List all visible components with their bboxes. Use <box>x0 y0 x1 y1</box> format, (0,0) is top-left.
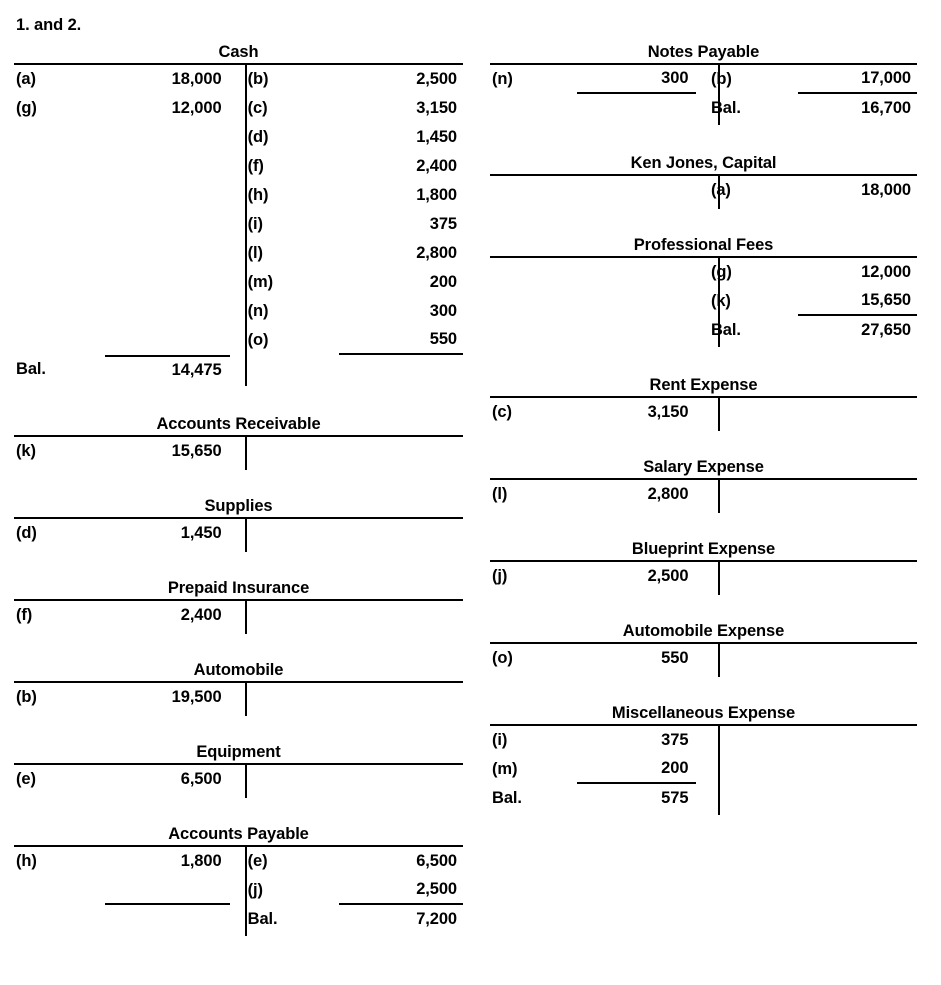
credit-amount: 550 <box>339 326 463 355</box>
account-row <box>490 287 917 316</box>
account-gap <box>490 509 941 538</box>
account-title: Salary Expense <box>643 458 764 476</box>
debit-ref: (o) <box>492 649 513 667</box>
debit-amount: 200 <box>577 755 696 784</box>
debit-amount <box>105 210 229 239</box>
account-row <box>490 755 917 784</box>
account-row <box>14 239 463 268</box>
account-rows <box>490 644 917 673</box>
debit-amount <box>577 316 696 345</box>
debit-ref: (k) <box>16 442 36 460</box>
account-row <box>490 562 917 591</box>
debit-ref: (m) <box>492 760 518 778</box>
credit-ref <box>711 480 798 509</box>
divider-spacer <box>230 905 248 934</box>
credit-amount: 2,500 <box>416 70 457 88</box>
account-row <box>14 847 463 876</box>
debit-amount: 300 <box>577 65 696 94</box>
debit-ref: Bal. <box>492 789 522 807</box>
account-gap <box>490 591 941 620</box>
divider-spacer <box>230 94 248 123</box>
account-body <box>14 517 463 548</box>
account-rows <box>14 847 463 934</box>
debit-ref <box>14 876 105 905</box>
account-body <box>14 63 463 384</box>
divider-spacer <box>230 519 248 548</box>
debit-ref: (a) <box>16 70 36 88</box>
account-rows <box>490 480 917 509</box>
debit-ref: (c) <box>492 403 512 421</box>
left-column <box>0 41 480 934</box>
credit-amount: 1,450 <box>416 128 457 146</box>
divider-spacer <box>230 847 248 876</box>
account-title: Prepaid Insurance <box>167 579 310 597</box>
account-gap <box>14 466 480 495</box>
credit-amount: 18,000 <box>861 181 911 199</box>
credit-ref <box>711 562 798 591</box>
account-body <box>14 681 463 712</box>
account-body <box>490 724 917 813</box>
credit-amount: 300 <box>429 302 457 320</box>
credit-amount: 375 <box>429 215 457 233</box>
credit-amount <box>798 480 917 509</box>
account-body <box>490 478 917 509</box>
accounts-receivable-account <box>14 413 480 466</box>
account-title: Professional Fees <box>633 236 774 254</box>
debit-ref <box>490 287 577 316</box>
divider-spacer <box>696 784 711 813</box>
account-row <box>14 94 463 123</box>
credit-ref <box>711 398 798 427</box>
debit-amount: 15,650 <box>171 442 222 460</box>
debit-amount <box>577 94 696 123</box>
divider-spacer <box>230 326 248 355</box>
debit-ref: (d) <box>16 524 37 542</box>
debit-amount: 375 <box>661 731 689 749</box>
account-row <box>490 65 917 94</box>
divider-spacer <box>230 268 248 297</box>
debit-amount <box>105 326 229 355</box>
automobile-expense-account <box>490 620 941 673</box>
debit-amount <box>577 176 696 205</box>
account-body <box>14 599 463 630</box>
account-row <box>14 65 463 94</box>
credit-amount <box>339 355 463 384</box>
rent-expense-account <box>490 374 941 427</box>
account-row <box>14 181 463 210</box>
account-row <box>14 905 463 934</box>
account-row <box>14 683 463 712</box>
account-rows <box>14 765 463 794</box>
divider-spacer <box>230 210 248 239</box>
credit-amount <box>798 562 917 591</box>
credit-ref: (f) <box>247 157 264 175</box>
divider-spacer <box>696 258 711 287</box>
account-title: Ken Jones, Capital <box>630 154 777 172</box>
account-row <box>14 268 463 297</box>
debit-amount: 12,000 <box>171 99 222 117</box>
debit-ref: (i) <box>492 731 508 749</box>
notes-payable-account <box>490 41 941 123</box>
divider-spacer <box>696 562 711 591</box>
debit-ref <box>14 123 105 152</box>
credit-amount <box>798 644 917 673</box>
automobile-account <box>14 659 480 712</box>
credit-amount: 3,150 <box>416 99 457 117</box>
credit-ref <box>248 683 339 712</box>
account-row <box>14 297 463 326</box>
divider-spacer <box>696 726 711 755</box>
credit-ref: (m) <box>247 273 273 291</box>
debit-ref <box>14 905 105 934</box>
account-title: Supplies <box>204 497 273 515</box>
account-body <box>490 642 917 673</box>
blueprint-expense-account <box>490 538 941 591</box>
account-row <box>490 258 917 287</box>
debit-amount: 14,475 <box>105 355 229 384</box>
divider-spacer <box>230 765 248 794</box>
divider-spacer <box>696 65 711 94</box>
debit-ref: (n) <box>492 70 513 88</box>
debit-amount <box>577 258 696 287</box>
equipment-account <box>14 741 480 794</box>
debit-ref: Bal. <box>16 360 46 378</box>
debit-ref <box>14 297 105 326</box>
credit-amount <box>339 765 463 794</box>
debit-amount <box>105 297 229 326</box>
account-gap <box>14 712 480 741</box>
account-gap <box>14 384 480 413</box>
account-body <box>490 396 917 427</box>
account-row <box>14 326 463 355</box>
credit-ref <box>248 601 339 630</box>
account-body <box>14 435 463 466</box>
debit-ref <box>490 316 577 345</box>
divider-spacer <box>696 94 711 123</box>
credit-ref <box>248 519 339 548</box>
debit-ref: (e) <box>16 770 36 788</box>
credit-ref: (d) <box>247 128 269 146</box>
account-body <box>14 845 463 934</box>
divider-spacer <box>230 181 248 210</box>
account-title: Notes Payable <box>647 43 760 61</box>
debit-ref <box>14 181 105 210</box>
credit-amount: 2,800 <box>416 244 457 262</box>
credit-amount: 6,500 <box>416 852 457 870</box>
credit-amount: 1,800 <box>416 186 457 204</box>
credit-amount: 200 <box>429 273 457 291</box>
account-gap <box>490 673 941 702</box>
debit-ref <box>14 152 105 181</box>
account-row <box>490 316 917 345</box>
credit-ref: Bal. <box>710 99 741 117</box>
credit-ref: (j) <box>247 881 263 899</box>
debit-ref: (l) <box>492 485 508 503</box>
credit-amount: 16,700 <box>861 99 911 117</box>
debit-amount <box>105 181 229 210</box>
divider-spacer <box>230 437 248 466</box>
debit-amount: 550 <box>661 649 689 667</box>
credit-amount: 15,650 <box>798 287 917 316</box>
account-title: Automobile <box>193 661 284 679</box>
credit-ref <box>711 755 798 784</box>
page-title: 1. and 2. <box>16 16 82 34</box>
credit-amount: 2,400 <box>416 157 457 175</box>
cash-account <box>14 41 480 384</box>
account-body <box>490 560 917 591</box>
divider-spacer <box>230 683 248 712</box>
credit-ref <box>248 765 339 794</box>
account-title: Accounts Receivable <box>156 415 321 433</box>
credit-ref <box>711 784 798 813</box>
account-row <box>14 601 463 630</box>
account-rows <box>14 601 463 630</box>
account-row <box>14 876 463 905</box>
divider-spacer <box>230 297 248 326</box>
debit-amount: 3,150 <box>647 403 689 421</box>
divider-spacer <box>230 152 248 181</box>
debit-ref <box>14 210 105 239</box>
divider-spacer <box>696 316 711 345</box>
account-gap <box>490 205 941 234</box>
credit-amount <box>339 601 463 630</box>
credit-amount: 12,000 <box>861 263 911 281</box>
credit-amount <box>339 437 463 466</box>
supplies-account <box>14 495 480 548</box>
debit-ref <box>14 326 105 355</box>
account-row <box>14 152 463 181</box>
divider-spacer <box>696 398 711 427</box>
account-rows <box>490 65 917 123</box>
account-gap <box>14 794 480 823</box>
credit-ref: (b) <box>247 70 269 88</box>
divider-spacer <box>230 876 248 905</box>
debit-amount: 1,800 <box>180 852 222 870</box>
credit-ref: (n) <box>247 302 269 320</box>
account-row <box>490 784 917 813</box>
debit-amount: 575 <box>661 789 689 807</box>
divider-spacer <box>696 480 711 509</box>
debit-amount: 1,450 <box>180 524 222 542</box>
divider-spacer <box>696 176 711 205</box>
account-title: Automobile Expense <box>622 622 785 640</box>
debit-amount <box>105 268 229 297</box>
credit-ref: (e) <box>247 852 268 870</box>
account-gap <box>14 630 480 659</box>
right-column <box>480 41 941 813</box>
credit-ref: (a) <box>710 181 731 199</box>
account-rows <box>14 437 463 466</box>
debit-amount <box>577 287 696 316</box>
account-rows <box>14 65 463 384</box>
credit-amount <box>798 784 917 813</box>
credit-ref: (k) <box>710 292 731 310</box>
salary-expense-account <box>490 456 941 509</box>
divider-spacer <box>696 755 711 784</box>
credit-ref: Bal. <box>710 321 741 339</box>
account-rows <box>490 398 917 427</box>
debit-ref: (g) <box>16 99 37 117</box>
account-row <box>14 519 463 548</box>
credit-amount <box>798 398 917 427</box>
credit-ref: (l) <box>247 244 263 262</box>
credit-amount <box>798 755 917 784</box>
account-title: Equipment <box>196 743 281 761</box>
credit-ref <box>711 726 798 755</box>
account-gap <box>14 548 480 577</box>
account-title: Cash <box>218 43 259 61</box>
account-row <box>490 726 917 755</box>
debit-ref <box>490 258 577 287</box>
debit-amount <box>105 152 229 181</box>
account-row <box>14 765 463 794</box>
divider-spacer <box>230 239 248 268</box>
debit-ref: (f) <box>16 606 33 624</box>
account-row <box>490 94 917 123</box>
debit-amount: 18,000 <box>171 70 222 88</box>
credit-ref: (g) <box>710 263 732 281</box>
debit-ref: (b) <box>16 688 37 706</box>
credit-amount <box>339 683 463 712</box>
account-title: Miscellaneous Expense <box>611 704 796 722</box>
divider-spacer <box>230 65 248 94</box>
divider-spacer <box>230 355 248 384</box>
credit-amount <box>798 726 917 755</box>
debit-amount: 6,500 <box>180 770 222 788</box>
account-row <box>490 176 917 205</box>
debit-amount <box>105 123 229 152</box>
credit-ref <box>248 355 339 384</box>
divider-spacer <box>230 601 248 630</box>
credit-ref: (b) <box>710 70 732 88</box>
account-body <box>490 63 917 123</box>
account-rows <box>490 258 917 345</box>
account-rows <box>490 562 917 591</box>
account-rows <box>490 726 917 813</box>
credit-amount: 2,500 <box>339 876 463 905</box>
debit-ref: (h) <box>16 852 37 870</box>
professional-fees-account <box>490 234 941 345</box>
taccount-columns <box>0 41 941 934</box>
account-row <box>14 123 463 152</box>
debit-ref <box>490 176 577 205</box>
account-gap <box>490 345 941 374</box>
debit-ref: (j) <box>492 567 508 585</box>
credit-ref: (i) <box>247 215 263 233</box>
account-rows <box>14 519 463 548</box>
divider-spacer <box>696 287 711 316</box>
accounts-payable-account <box>14 823 480 934</box>
account-rows <box>490 176 917 205</box>
debit-amount <box>105 239 229 268</box>
debit-amount <box>105 905 229 934</box>
account-row <box>490 480 917 509</box>
account-title: Blueprint Expense <box>631 540 776 558</box>
account-body <box>14 763 463 794</box>
divider-spacer <box>230 123 248 152</box>
account-body <box>490 256 917 345</box>
account-gap <box>490 123 941 152</box>
credit-amount: 17,000 <box>798 65 917 94</box>
account-title: Rent Expense <box>649 376 758 394</box>
credit-ref <box>711 644 798 673</box>
account-rows <box>14 683 463 712</box>
account-body <box>490 174 917 205</box>
credit-ref: (c) <box>247 99 268 117</box>
divider-spacer <box>696 644 711 673</box>
account-title: Accounts Payable <box>168 825 309 843</box>
ken-jones-capital-account <box>490 152 941 205</box>
credit-amount: 27,650 <box>861 321 911 339</box>
account-row <box>14 437 463 466</box>
debit-ref <box>490 94 577 123</box>
debit-amount: 19,500 <box>171 688 222 706</box>
debit-ref <box>14 239 105 268</box>
debit-amount: 2,400 <box>180 606 222 624</box>
debit-amount: 2,800 <box>647 485 689 503</box>
account-row <box>14 355 463 384</box>
account-row <box>14 210 463 239</box>
debit-amount <box>105 876 229 905</box>
prepaid-insurance-account <box>14 577 480 630</box>
credit-ref: Bal. <box>247 910 278 928</box>
debit-ref <box>14 268 105 297</box>
account-gap <box>490 427 941 456</box>
account-row <box>490 644 917 673</box>
credit-amount: 7,200 <box>416 910 457 928</box>
account-row <box>490 398 917 427</box>
credit-ref: (h) <box>247 186 269 204</box>
credit-ref: (o) <box>247 331 269 349</box>
miscellaneous-expense-account <box>490 702 941 813</box>
credit-amount <box>339 519 463 548</box>
debit-amount: 2,500 <box>647 567 689 585</box>
credit-ref <box>248 437 339 466</box>
